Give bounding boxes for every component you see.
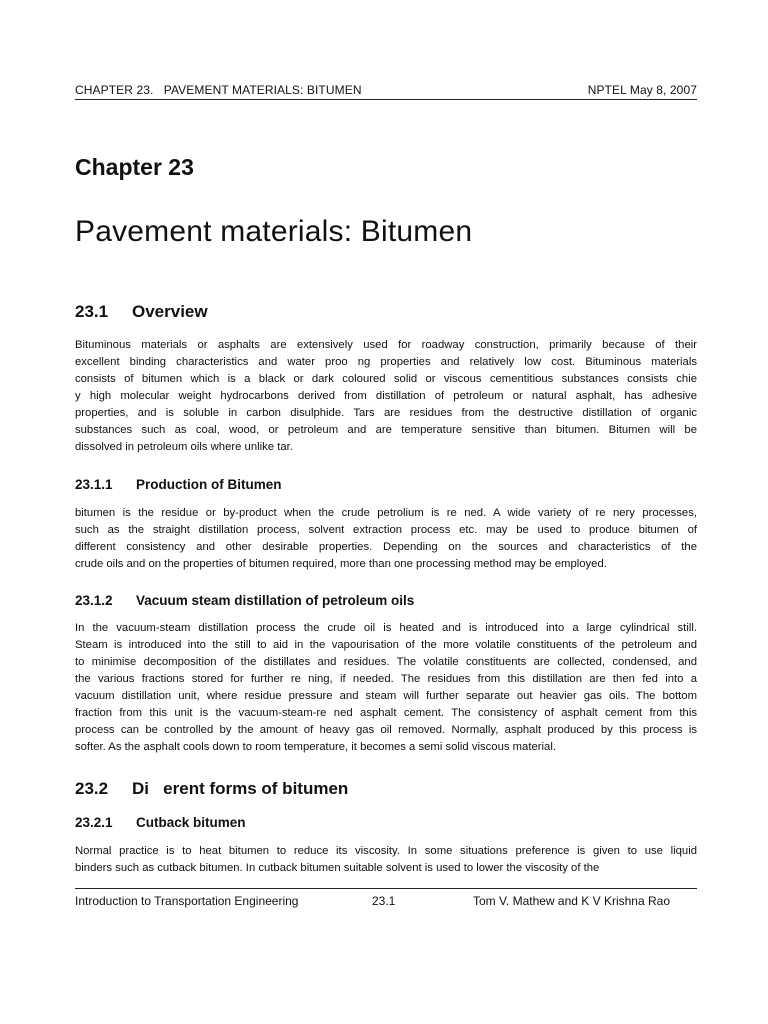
paragraph-production [75, 505, 697, 573]
text-line: Normal practice is to heat bitumen to reduce its viscosity. In some situations preference is given to use liquid [75, 845, 697, 857]
section-number: 23.2 [75, 779, 109, 798]
text-line: substances such as coal, wood, or petroleum and are temperature sensitive than bitumen. Bitumen will be [75, 424, 697, 436]
text-line: y high molecular weight hydrocarbons derived from distillation of petroleum or natural asphalt, has adhesive [75, 390, 697, 402]
running-header-chapter: CHAPTER 23. PAVEMENT MATERIALS: BITUMEN [75, 83, 362, 97]
text-line: different consistency and other desirable properties. Depending on the sources and characteristics of the [75, 541, 697, 553]
text-line: Steam is introduced into the still to aid in the vapourisation of the more volatile constituents of the petroleum and [75, 639, 697, 651]
section-title: Cutback bitumen [136, 815, 246, 830]
text-line: softer. As the asphalt cools down to room temperature, it becomes a semi solid viscous material. [75, 741, 556, 753]
text-line: binders such as cutback bitumen. In cutback bitumen suitable solvent is used to lower the viscosity of the [75, 862, 600, 874]
text-line: dissolved in petroleum oils where unlike tar. [75, 441, 293, 453]
footer-authors: Tom V. Mathew and K V Krishna Rao [473, 894, 670, 908]
section-number: 23.1.1 [75, 477, 113, 492]
running-header [75, 83, 697, 100]
section-number: 23.1 [75, 302, 109, 321]
footer-course-title: Introduction to Transportation Engineering [75, 894, 299, 908]
text-line: the various fractions stored for further re ning, if needed. The residues from this distillation are then fed into a [75, 673, 697, 685]
section-heading-overview [75, 302, 208, 322]
section-title: Di erent forms of bitumen [132, 779, 349, 798]
paragraph-overview [75, 337, 697, 456]
section-number: 23.2.1 [75, 815, 113, 830]
subsection-heading-vacuum [75, 593, 414, 608]
section-number: 23.1.2 [75, 593, 113, 608]
text-line: excellent binding characteristics and water proo ng properties and relatively low cost. Bituminous materials [75, 356, 697, 368]
footer-page-number: 23.1 [372, 894, 396, 908]
text-line: In the vacuum-steam distillation process the crude oil is heated and is introduced into a large cylindrical still. [75, 622, 697, 634]
footer-divider [75, 888, 697, 889]
chapter-title: Pavement materials: Bitumen [75, 215, 473, 248]
paragraph-vacuum [75, 620, 697, 756]
running-header-date: NPTEL May 8, 2007 [587, 83, 697, 97]
chapter-number: Chapter 23 [75, 154, 194, 180]
section-title: Production of Bitumen [136, 477, 282, 492]
text-line: properties, and is soluble in carbon disulphide. Tars are residues from the destructive distillation of organic [75, 407, 697, 419]
text-line: to minimise decomposition of the distillates and residues. The volatile constituents are collected, condensed, and [75, 656, 697, 668]
text-line: fraction from this unit is the vacuum-steam-re ned asphalt cement. The consistency of asphalt cement from this [75, 707, 697, 719]
subsection-heading-production [75, 477, 282, 492]
section-title: Vacuum steam distillation of petroleum oils [136, 593, 415, 608]
text-line: vacuum distillation unit, where residue pressure and steam will further separate out heavier gas oils. The bottom [75, 690, 697, 702]
text-line: bitumen is the residue or by-product when the crude petrolium is re ned. A wide variety of re nery processes, [75, 507, 697, 519]
section-heading-forms [75, 779, 348, 799]
text-line: process can be controlled by the amount of heavy gas oil removed. Normally, asphalt produced by this process is [75, 724, 697, 736]
text-line: consists of bitumen which is a black or dark coloured solid or viscous cementitious substances consists chie [75, 373, 697, 385]
section-title: Overview [132, 302, 208, 321]
subsection-heading-cutback [75, 815, 246, 830]
text-line: crude oils and on the properties of bitumen required, more than one processing method may be employed. [75, 558, 607, 570]
paragraph-cutback [75, 843, 697, 877]
text-line: Bituminous materials or asphalts are extensively used for roadway construction, primarily because of their [75, 339, 697, 351]
text-line: such as the straight distillation process, solvent extraction process etc. may be used to produce bitumen of [75, 524, 697, 536]
